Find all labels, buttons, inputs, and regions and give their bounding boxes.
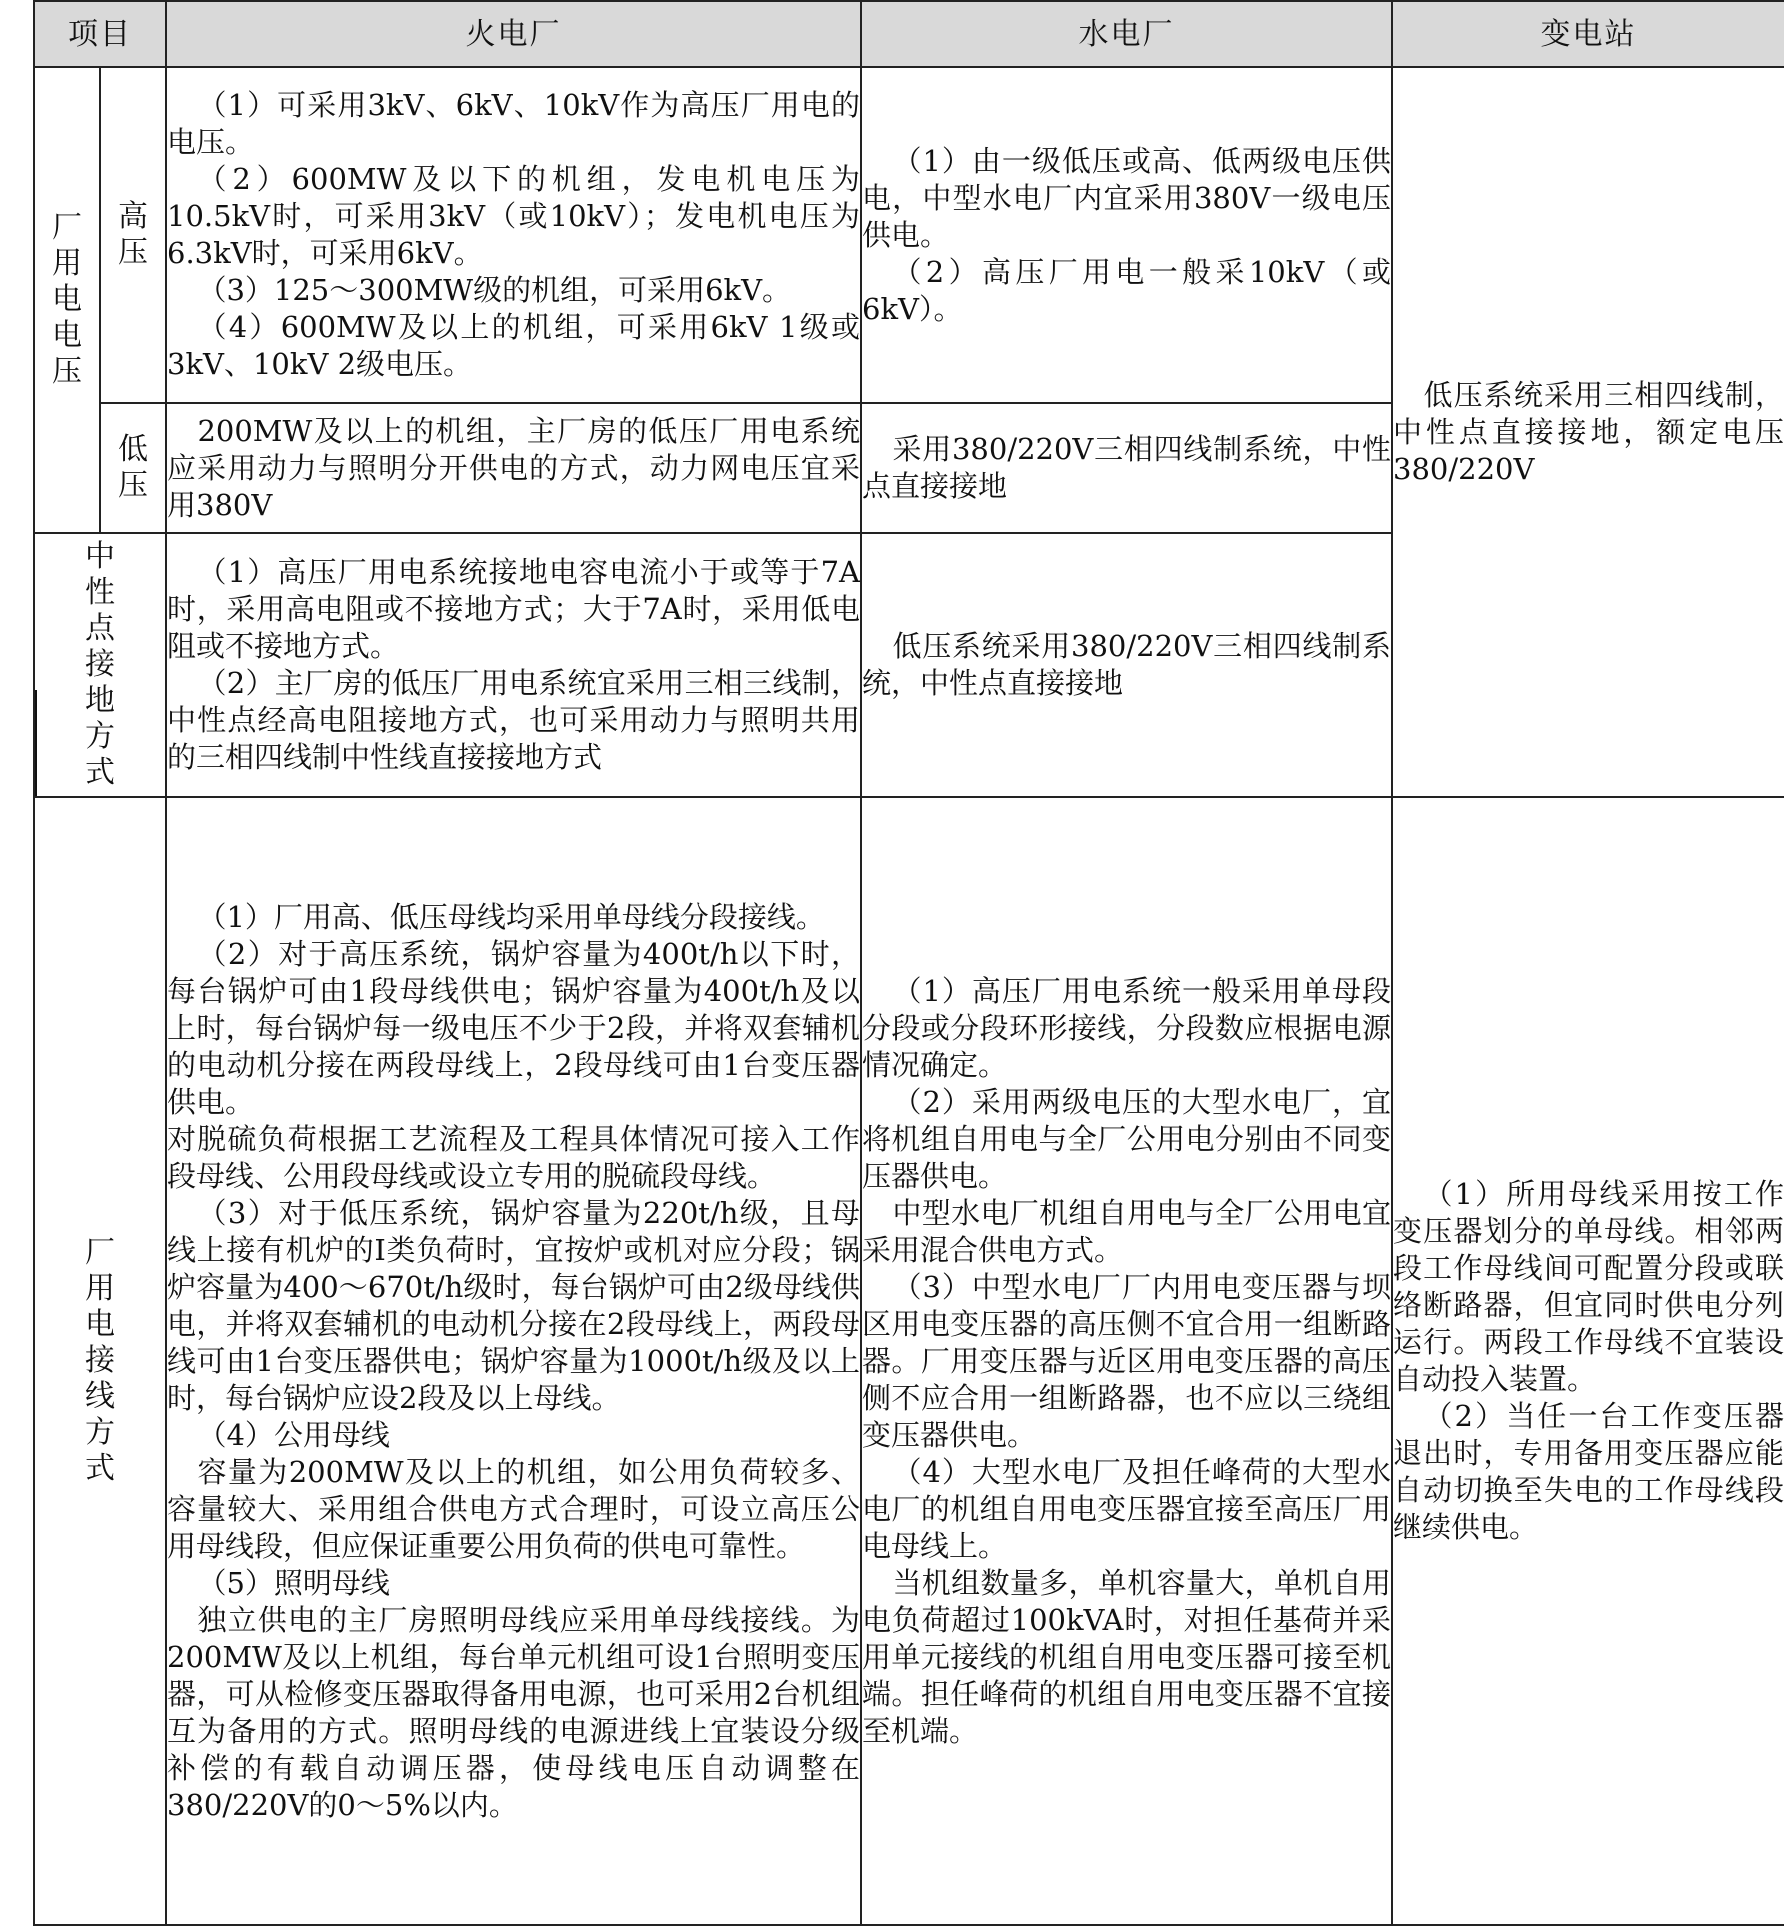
hydro-neutral-cell: [861, 533, 1392, 797]
paragraph: （2）600MW及以下的机组，发电机电压为10.5kV时，可采用3kV（或10kV）；发电机电压为6.3kV时，可采用6kV。: [167, 162, 860, 270]
paragraph: 对脱硫负荷根据工艺流程及工程具体情况可接入工作段母线、公用段母线或设立专用的脱硫段母线。: [167, 1121, 860, 1193]
vertical-label-char: 厂: [52, 210, 82, 245]
paragraph: （3）125～300MW级的机组，可采用6kV。: [197, 273, 792, 307]
vertical-label-char: 低: [118, 432, 148, 467]
paragraph: （1）可采用3kV、6kV、10kV作为高压厂用电的电压。: [167, 88, 860, 159]
thermal-wiring-cell: [166, 797, 861, 1925]
paragraph: 低压系统采用三相四线制，中性点直接接地，额定电压380/220V: [1393, 377, 1784, 486]
vertical-label-char: 电: [85, 1307, 115, 1342]
substation-wiring-cell: [1392, 797, 1784, 1925]
paragraph: （1）高压厂用电系统一般采用单母段分段或分段环形接线，分段数应根据电源情况确定。: [862, 973, 1391, 1082]
paragraph: （2）当任一台工作变压器退出时，专用备用变压器应能自动切换至失电的工作母线段继续供电。: [1393, 1399, 1784, 1544]
label-high: [100, 67, 166, 403]
paragraph: 容量为200MW及以上的机组，如公用负荷较多、容量较大、采用组合供电方式合理时，可设立高压公用母线段，但应保证重要公用负荷的供电可靠性。: [167, 1454, 860, 1563]
vertical-label-char: 压: [118, 235, 148, 270]
paragraph: （1）厂用高、低压母线均采用单母线分段接线。: [197, 899, 825, 934]
document-page: [33, 0, 1784, 1923]
paragraph: （2）采用两级电压的大型水电厂，宜将机组自用电与全厂公用电分别由不同变压器供电。: [862, 1084, 1391, 1193]
label-voltage-group: [34, 67, 100, 533]
paragraph: （1）高压厂用电系统接地电容电流小于或等于7A时，采用高电阻或不接地方式；大于7A时，采用低电阻或不接地方式。: [167, 555, 860, 663]
vertical-label-char: 压: [52, 354, 82, 389]
vertical-label: [35, 210, 99, 390]
thermal-neutral-cell: [166, 533, 861, 797]
header-substation: 变电站: [1392, 1, 1784, 67]
thermal-low-cell: [166, 403, 861, 533]
paragraph: 采用380/220V三相四线制系统，中性点直接接地: [862, 432, 1391, 503]
substation-voltage-neutral-cell: [1392, 67, 1784, 797]
vertical-label-char: 高: [118, 199, 148, 234]
label-low: [100, 403, 166, 533]
vertical-label: [101, 199, 165, 271]
vertical-label-char: 式: [85, 755, 115, 790]
vertical-label: [101, 432, 165, 504]
label-wiring: [34, 797, 166, 1925]
comparison-table: [33, 0, 1784, 1926]
paragraph: （2）对于高压系统，锅炉容量为400t/h以下时，每台锅炉可由1段母线供电；锅炉容量为400t/h及以上时，每台锅炉每一级电压不少于2段，并将双套辅机的电动机分接在两段母线上，2段母线可由1台变压器供电。: [167, 936, 860, 1119]
vertical-label-char: 地: [85, 683, 115, 718]
vertical-label-char: 方: [85, 1415, 115, 1450]
vertical-label-char: 接: [85, 647, 115, 682]
paragraph: （1）所用母线采用按工作变压器划分的单母线。相邻两段工作母线间可配置分段或联络断路器，但宜同时供电分列运行。两段工作母线不宜装设自动投入装置。: [1393, 1177, 1784, 1396]
paragraph: （4）公用母线: [197, 1417, 390, 1452]
vertical-label: [35, 1235, 165, 1487]
paragraph: （2）高压厂用电一般采10kV（或6kV）。: [862, 254, 1391, 326]
header-item: 项目: [34, 1, 166, 67]
paragraph: 中型水电厂机组自用电与全厂公用电宜采用混合供电方式。: [862, 1195, 1391, 1267]
vertical-label: [35, 539, 165, 791]
paragraph: 低压系统采用380/220V三相四线制系统，中性点直接接地: [862, 629, 1391, 700]
hydro-low-cell: [861, 403, 1392, 533]
hydro-wiring-cell: [861, 797, 1392, 1925]
paragraph: （4）大型水电厂及担任峰荷的大型水电厂的机组自用电变压器宜接至高压厂用电母线上。: [862, 1454, 1391, 1563]
table-header-row: [34, 1, 1784, 67]
paragraph: 200MW及以上的机组，主厂房的低压厂用电系统应采用动力与照明分开供电的方式，动力网电压宜采用380V: [167, 413, 860, 522]
vertical-label-char: 中: [85, 539, 115, 574]
vertical-label-char: 压: [118, 468, 148, 503]
vertical-label-char: 厂: [85, 1235, 115, 1270]
paragraph: （3）中型水电厂厂内用电变压器与坝区用电变压器的高压侧不宜合用一组断路器。厂用变压器与近区用电变压器的高压侧不应合用一组断路器，也不应以三绕组变压器供电。: [862, 1269, 1391, 1452]
paragraph: 独立供电的主厂房照明母线应采用单母线接线。为200MW及以上机组，每台单元机组可设1台照明变压器，可从检修变压器取得备用电源，也可采用2台机组互为备用的方式。照明母线的电源进线上宜装设分级补偿的有载自动调压器，使母线电压自动调整在380/220V的0～5%以内。: [167, 1602, 860, 1822]
label-neutral: [34, 533, 166, 797]
row-wiring: [34, 797, 1784, 1925]
paragraph: （3）对于低压系统，锅炉容量为220t/h级，且母线上接有机炉的Ⅰ类负荷时，宜按炉或机对应分段；锅炉容量为400～670t/h级时，每台锅炉可由2级母线供电，并将双套辅机的电动机分接在2段母线上，两段母线可由1台变压器供电；锅炉容量为1000t/h级及以上时，每台锅炉应设2段及以上母线。: [167, 1195, 860, 1415]
vertical-label-char: 用: [85, 1271, 115, 1306]
paragraph: （1）由一级低压或高、低两级电压供电，中型水电厂内宜采用380V一级电压供电。: [862, 143, 1391, 252]
vertical-label-char: 电: [52, 282, 82, 317]
vertical-label-char: 电: [52, 318, 82, 353]
thermal-high-cell: [166, 67, 861, 403]
hydro-high-cell: [861, 67, 1392, 403]
paragraph: （4）600MW及以上的机组，可采用6kV 1级或3kV、10kV 2级电压。: [167, 310, 860, 381]
vertical-label-char: 接: [85, 1343, 115, 1378]
paragraph: （2）主厂房的低压厂用电系统宜采用三相三线制，中性点经高电阻接地方式，也可采用动力与照明共用的三相四线制中性线直接接地方式: [167, 666, 860, 774]
vertical-label-char: 线: [85, 1379, 115, 1414]
vertical-label-char: 性: [85, 575, 115, 610]
vertical-label-char: 点: [85, 611, 115, 646]
vertical-label-char: 用: [52, 246, 82, 281]
vertical-label-char: 方: [85, 719, 115, 754]
row-high-voltage: [34, 67, 1784, 403]
header-thermal: 火电厂: [166, 1, 861, 67]
vertical-label-char: 式: [85, 1451, 115, 1486]
paragraph: （5）照明母线: [197, 1565, 390, 1600]
paragraph: 当机组数量多，单机容量大，单机自用电负荷超过100kVA时，对担任基荷并采用单元接线的机组自用电变压器可接至机端。担任峰荷的机组自用电变压器不宜接至机端。: [862, 1565, 1391, 1748]
header-hydro: 水电厂: [861, 1, 1392, 67]
